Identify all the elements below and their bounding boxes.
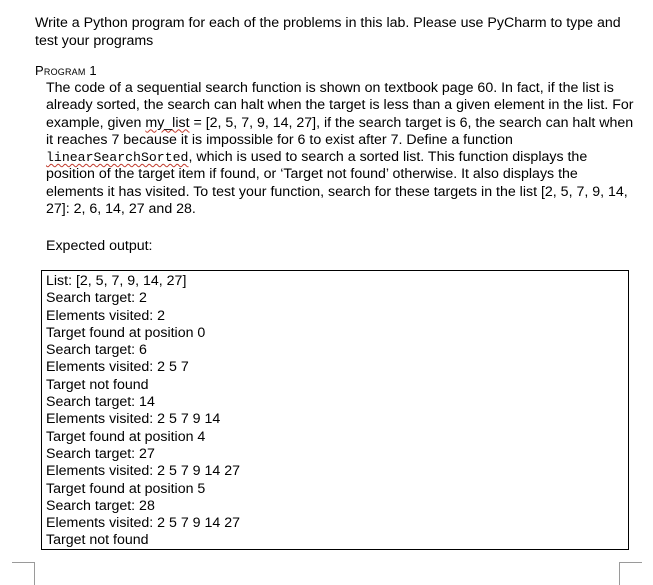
output-line: Target found at position 4 (46, 428, 206, 445)
function-name-code: linearSearchSorted (46, 150, 189, 166)
output-line: Search target: 6 (46, 342, 147, 359)
output-line: Target found at position 5 (46, 480, 206, 497)
output-line: Search target: 2 (46, 290, 147, 307)
output-line: Search target: 14 (46, 394, 155, 411)
output-line: Target not found (46, 532, 149, 549)
output-line: Search target: 28 (46, 497, 155, 514)
intro-paragraph: Write a Python program for each of the problems in this lab. Please use PyCharm to type and test your programs (35, 15, 621, 49)
output-line: Target not found (46, 376, 149, 393)
program-heading: Program 1 (35, 63, 97, 78)
output-line: Target found at position 0 (46, 324, 206, 341)
page-corner-mark-right (619, 562, 642, 585)
output-line: Elements visited: 2 (46, 307, 166, 324)
output-line: List: [2, 5, 7, 9, 14, 27] (46, 273, 187, 289)
problem-description (46, 80, 636, 218)
output-line: Elements visited: 2 5 7 9 14 27 (46, 515, 241, 532)
problem-text-part-3: , which is used to search a sorted list. This function displays the position of the target item if found, or ‘Target not found’ otherwise. It also displays the elements it has visited. To test your function, search for these targets in the list [2, 5, 7, 9, 14, 27]: 2, 6, 14, 27 and 28. (46, 149, 628, 218)
problem-text-part-2: = [2, 5, 7, 9, 14, 27], if the search target is 6, the search can halt when it reaches 7 because it is impossible for 6 to exist after 7. Define a function (46, 114, 634, 148)
expected-output-box (41, 270, 629, 550)
output-line: Search target: 27 (46, 445, 155, 462)
output-line: Elements visited: 2 5 7 9 14 (46, 411, 221, 428)
variable-name-my-list: my_list (145, 114, 190, 131)
expected-output-label: Expected output: (46, 238, 153, 254)
problem-text-part-1: The code of a sequential search function is shown on textbook page 60. In fact, if the list is already sorted, the search can halt when the target is less than a given element in the list. For example, given (46, 80, 634, 131)
page-corner-mark-left (12, 562, 35, 585)
output-line: Elements visited: 2 5 7 9 14 27 (46, 463, 241, 480)
output-line: Elements visited: 2 5 7 (46, 359, 189, 376)
